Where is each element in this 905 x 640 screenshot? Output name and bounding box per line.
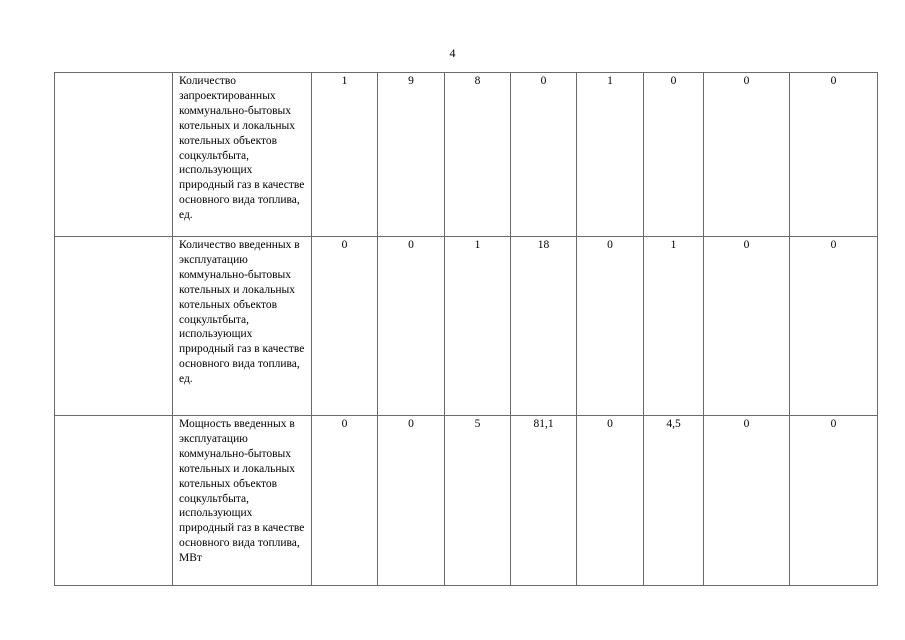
value-cell: 0: [790, 416, 878, 586]
value-cell: 0: [378, 416, 445, 586]
value-cell: 0: [644, 73, 704, 237]
row-label: Количество введенных в эксплуатацию коммунально-бытовых котельных и локальных котельных объектов соцкультбыта, использующих природный газ в качестве основного вида топлива, ед.: [173, 237, 312, 416]
value-cell: 1: [445, 237, 511, 416]
value-cell: 0: [790, 73, 878, 237]
indicators-table: [54, 72, 878, 586]
row-label: Количество запроектированных коммунально-бытовых котельных и локальных котельных объектов соцкультбыта, использующих природный газ в качестве основного вида топлива, ед.: [173, 73, 312, 237]
value-cell: 18: [511, 237, 577, 416]
page-number: 4: [449, 46, 456, 60]
value-cell: 0: [790, 237, 878, 416]
value-cell: 0: [378, 237, 445, 416]
row-blank-cell: [55, 73, 173, 237]
value-cell: 0: [312, 237, 378, 416]
value-cell: 0: [704, 73, 790, 237]
value-cell: 0: [704, 416, 790, 586]
row-label: Мощность введенных в эксплуатацию коммунально-бытовых котельных и локальных котельных объектов соцкультбыта, использующих природный газ в качестве основного вида топлива, МВт: [173, 416, 312, 586]
table-row: [55, 416, 878, 586]
row-blank-cell: [55, 416, 173, 586]
value-cell: 0: [511, 73, 577, 237]
value-cell: 1: [577, 73, 644, 237]
value-cell: 4,5: [644, 416, 704, 586]
value-cell: 8: [445, 73, 511, 237]
value-cell: 9: [378, 73, 445, 237]
value-cell: 5: [445, 416, 511, 586]
row-blank-cell: [55, 237, 173, 416]
value-cell: 0: [704, 237, 790, 416]
value-cell: 0: [577, 416, 644, 586]
value-cell: 0: [577, 237, 644, 416]
value-cell: 0: [312, 416, 378, 586]
table-row: [55, 73, 878, 237]
table-row: [55, 237, 878, 416]
value-cell: 1: [312, 73, 378, 237]
value-cell: 81,1: [511, 416, 577, 586]
value-cell: 1: [644, 237, 704, 416]
